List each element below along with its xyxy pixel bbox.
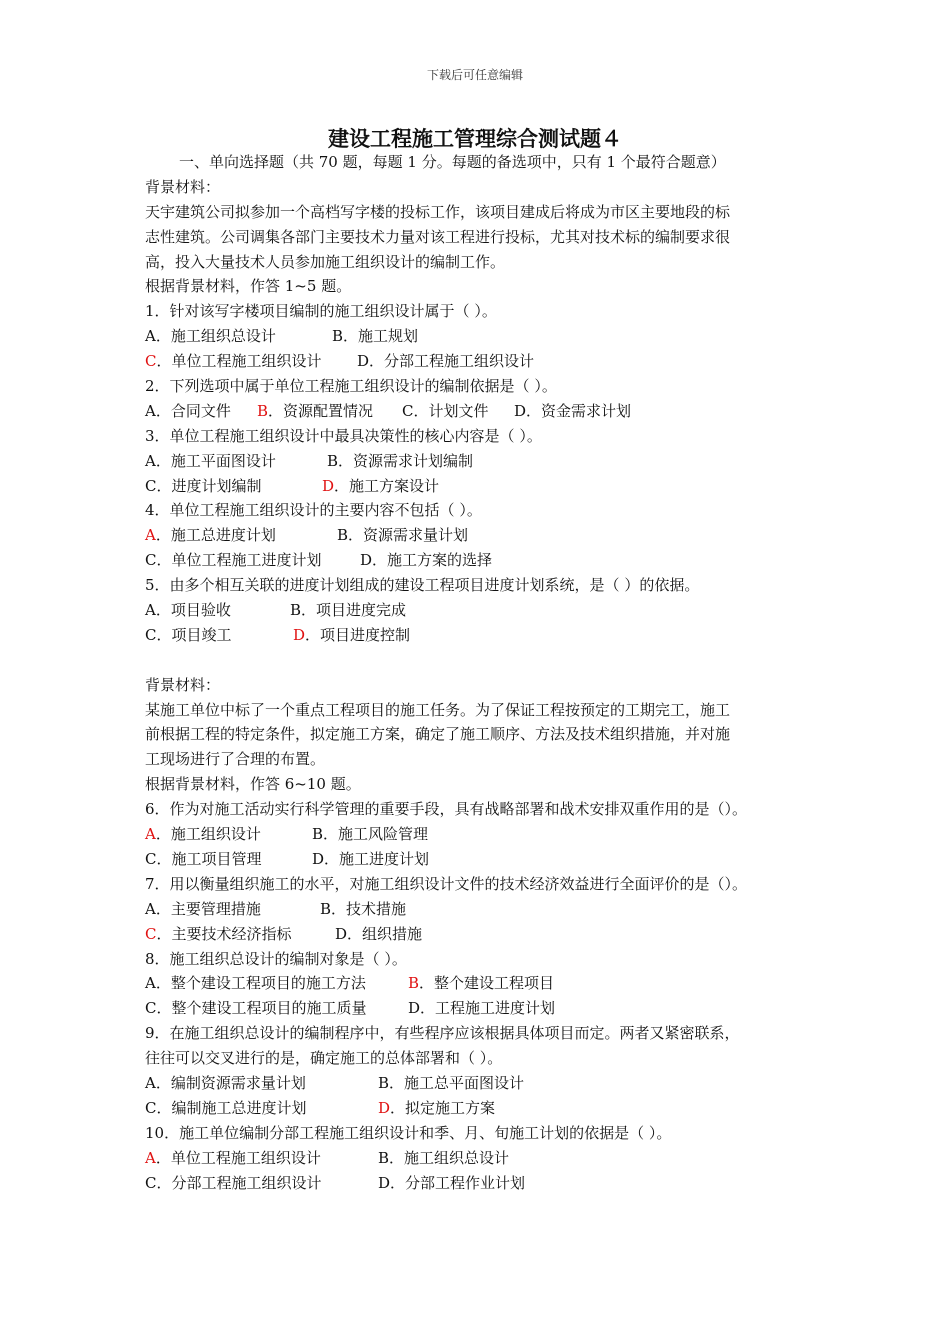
option-b: B．施工组织总设计 (378, 1148, 510, 1167)
option-c: C．进度计划编制 (145, 476, 262, 495)
question-stem: 3．单位工程施工组织设计中最具决策性的核心内容是（ ）。 (145, 426, 542, 445)
document-body (145, 150, 815, 1195)
answer-mark: C (145, 352, 157, 371)
options-row (145, 474, 815, 499)
answer-mark: A (145, 526, 156, 545)
option-b: B．施工风险管理 (312, 825, 429, 844)
options-row (145, 598, 815, 623)
options-row (145, 922, 815, 947)
background-label: 背景材料： (145, 177, 221, 196)
question-stem: 10．施工单位编制分部工程施工组织设计和季、月、旬施工计划的依据是（ ）。 (145, 1123, 672, 1142)
option-a: A．主要管理措施 (145, 899, 261, 918)
options-row (145, 449, 815, 474)
option-b: B．整个建设工程项目 (408, 974, 555, 993)
options-row (145, 1146, 815, 1171)
option-d: D．拟定施工方案 (378, 1098, 496, 1117)
options-row (145, 822, 815, 847)
option-d: D．施工进度计划 (312, 849, 430, 868)
option-d: D．工程施工进度计划 (408, 999, 556, 1018)
option-b: B．资源需求计划编制 (327, 451, 474, 470)
answer-mark: B (408, 974, 420, 993)
option-a: A．施工总进度计划 (145, 526, 276, 545)
options-row (145, 1096, 815, 1121)
option-c: C．主要技术经济指标 (145, 924, 292, 943)
background-text: 某施工单位中标了一个重点工程项目的施工任务。为了保证工程按预定的工期完工，施工 (145, 700, 731, 719)
option-a: A．整个建设工程项目的施工方法 (145, 974, 366, 993)
options-row (145, 897, 815, 922)
options-row (145, 324, 815, 349)
option-b: B．施工总平面图设计 (378, 1073, 525, 1092)
instruction-text: 根据背景材料，作答 6~10 题。 (145, 775, 361, 794)
question-stem: 4．单位工程施工组织设计的主要内容不包括（ ）。 (145, 501, 482, 520)
question-stem: 8．施工组织总设计的编制对象是（ ）。 (145, 949, 407, 968)
option-b: B．施工规划 (332, 327, 419, 346)
option-d: D．资金需求计划 (514, 401, 632, 420)
option-d: D．组织措施 (335, 924, 423, 943)
options-row (145, 349, 815, 374)
option-b: B．技术措施 (320, 899, 407, 918)
options-row (145, 847, 815, 872)
option-d: D．项目进度控制 (293, 625, 411, 644)
options-row (145, 1071, 815, 1096)
question-stem: 1．针对该写字楼项目编制的施工组织设计属于（ ）。 (145, 302, 497, 321)
page-title: 建设工程施工管理综合测试题４ (328, 126, 622, 151)
answer-mark: D (322, 476, 335, 495)
option-a: A．编制资源需求量计划 (145, 1073, 306, 1092)
option-c: C．施工项目管理 (145, 849, 262, 868)
answer-mark: B (257, 401, 269, 420)
option-b: B．资源需求量计划 (337, 526, 469, 545)
option-a: A．施工组织总设计 (145, 327, 276, 346)
option-c: C．整个建设工程项目的施工质量 (145, 999, 367, 1018)
answer-mark: D (293, 625, 306, 644)
answer-mark: A (145, 825, 156, 844)
background-text: 高，投入大量技术人员参加施工组织设计的编制工作。 (145, 252, 506, 271)
instruction-text: 根据背景材料，作答 1~5 题。 (145, 277, 352, 296)
options-row (145, 971, 815, 996)
option-c: C．编制施工总进度计划 (145, 1098, 307, 1117)
background-text: 天宇建筑公司拟参加一个高档写字楼的投标工作，该项目建成后将成为市区主要地段的标 (145, 202, 731, 221)
background-text: 前根据工程的特定条件，拟定施工方案，确定了施工顺序、方法及技术组织措施，并对施 (145, 725, 731, 744)
question-stem: 2．下列选项中属于单位工程施工组织设计的编制依据是（ ）。 (145, 377, 557, 396)
option-c: C．项目竣工 (145, 625, 232, 644)
options-row (145, 1171, 815, 1196)
spacer (145, 648, 815, 673)
background-text: 工现场进行了合理的布置。 (145, 750, 326, 769)
option-d: D．施工方案设计 (322, 476, 440, 495)
background-text: 志性建筑。公司调集各部门主要技术力量对该工程进行投标，尤其对技术标的编制要求很 (145, 227, 731, 246)
question-stem-cont: 往往可以交叉进行的是，确定施工的总体部署和（ ）。 (145, 1049, 503, 1068)
option-c: C．计划文件 (402, 401, 489, 420)
question-stem: 7．用以衡量组织施工的水平，对施工组织设计文件的技术经济效益进行全面评价的是（）。 (145, 874, 748, 893)
question-stem: 5．由多个相互关联的进度计划组成的建设工程项目进度计划系统，是（ ）的依据。 (145, 576, 700, 595)
option-a: A．施工组织设计 (145, 825, 261, 844)
page-header: 下载后可任意编辑 (426, 68, 523, 82)
options-row (145, 523, 815, 548)
option-c: C．分部工程施工组织设计 (145, 1173, 322, 1192)
option-d: D．施工方案的选择 (360, 551, 493, 570)
option-c: C．单位工程施工进度计划 (145, 551, 322, 570)
section-intro: 一、单向选择题（共 70 题，每题 1 分。每题的备选项中，只有 1 个最符合题意） (179, 153, 726, 171)
answer-mark: C (145, 924, 157, 943)
option-b: B．资源配置情况 (257, 401, 374, 420)
option-d: D．分部工程施工组织设计 (357, 352, 535, 371)
option-c: C．单位工程施工组织设计 (145, 352, 322, 371)
option-b: B．项目进度完成 (290, 601, 407, 620)
option-a: A．合同文件 (145, 401, 231, 420)
options-row (145, 548, 815, 573)
options-row (145, 399, 815, 424)
options-row (145, 623, 815, 648)
option-a: A．单位工程施工组织设计 (145, 1148, 321, 1167)
background-label: 背景材料： (145, 675, 221, 694)
option-a: A．项目验收 (145, 601, 231, 620)
option-d: D．分部工程作业计划 (378, 1173, 526, 1192)
answer-mark: D (378, 1098, 391, 1117)
answer-mark: A (145, 1148, 156, 1167)
option-a: A．施工平面图设计 (145, 451, 276, 470)
options-row (145, 996, 815, 1021)
question-stem: 9．在施工组织总设计的编制程序中，有些程序应该根据具体项目而定。两者又紧密联系， (145, 1024, 740, 1043)
question-stem: 6．作为对施工活动实行科学管理的重要手段，具有战略部署和战术安排双重作用的是（）。 (145, 800, 748, 819)
